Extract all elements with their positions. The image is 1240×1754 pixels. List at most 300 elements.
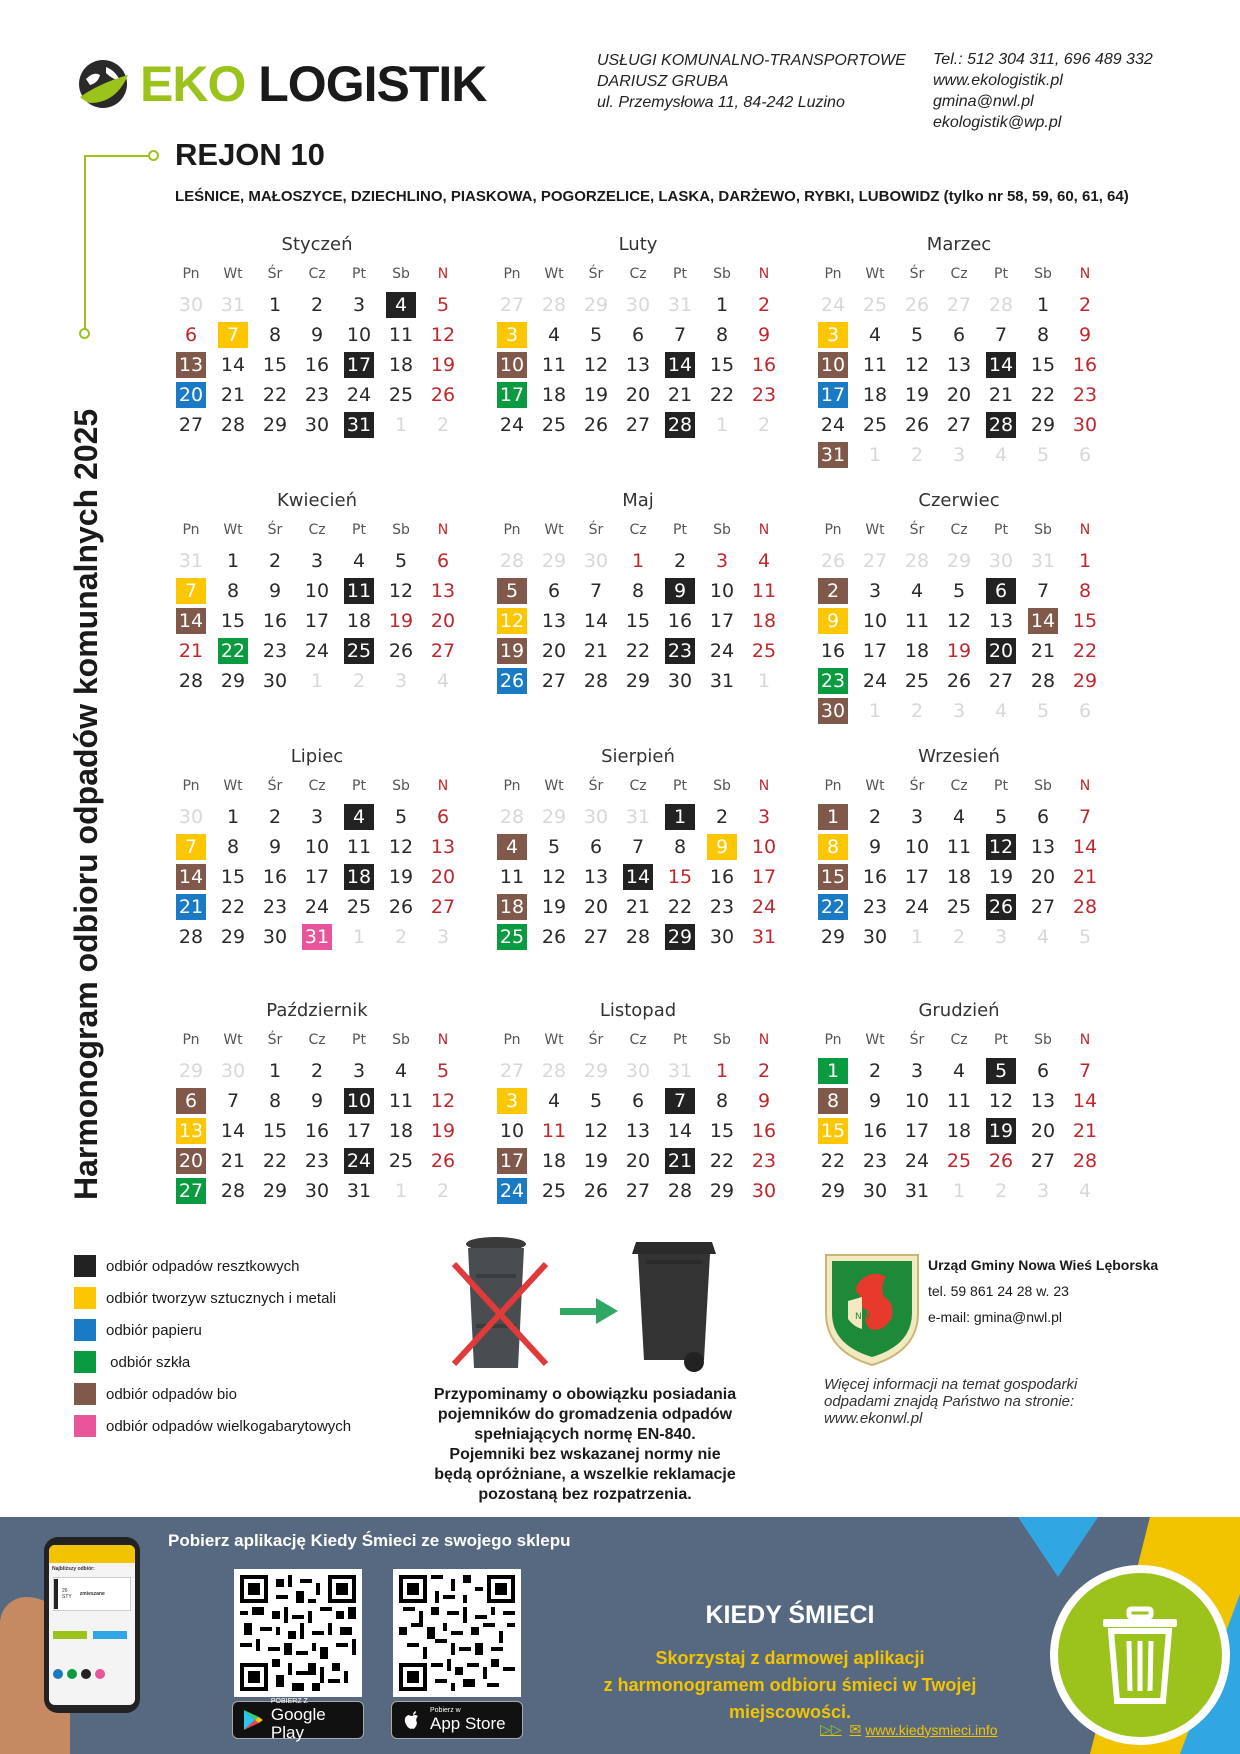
day-number: 19 xyxy=(430,1120,456,1142)
pickup-day-brown xyxy=(491,892,533,922)
day-number: 26 xyxy=(541,926,567,948)
calendar-day xyxy=(491,1116,533,1146)
day-number: 27 xyxy=(1030,1150,1056,1172)
calendar-day xyxy=(254,892,296,922)
pickup-day-black xyxy=(338,636,380,666)
day-number: 10 xyxy=(709,580,735,602)
calendar-day xyxy=(980,320,1022,350)
day-number: 25 xyxy=(862,294,888,316)
day-number: 3 xyxy=(497,322,527,348)
day-number: 8 xyxy=(673,836,687,858)
pickup-day-black xyxy=(338,862,380,892)
day-number: 1 xyxy=(665,804,695,830)
calendar-day xyxy=(338,320,380,350)
day-number: 3 xyxy=(310,550,324,572)
weekday-label: Pn xyxy=(503,778,521,794)
company-contact xyxy=(933,49,1153,133)
day-number: 6 xyxy=(1078,444,1092,466)
pickup-day-brown xyxy=(491,576,533,606)
day-number: 29 xyxy=(220,670,246,692)
calendar-day xyxy=(212,546,254,576)
adjacent-month-day xyxy=(533,1056,575,1086)
calendar-day xyxy=(896,350,938,380)
calendar-day xyxy=(617,380,659,410)
qr-code-app-store[interactable] xyxy=(393,1569,521,1697)
weekday-label: Wt xyxy=(223,778,243,794)
weekday-label: Sb xyxy=(1034,522,1052,538)
calendar-day xyxy=(380,1116,422,1146)
calendar-day xyxy=(338,1116,380,1146)
day-number: 21 xyxy=(220,384,246,406)
day-number: 30 xyxy=(862,1180,888,1202)
day-number: 28 xyxy=(178,670,204,692)
calendar-day xyxy=(812,410,854,440)
app-store-label: App Store xyxy=(430,1714,506,1733)
calendar-day xyxy=(422,832,464,862)
calendar-day xyxy=(812,1176,854,1206)
google-play-badge[interactable] xyxy=(232,1698,364,1742)
calendar-day xyxy=(659,606,701,636)
day-number: 23 xyxy=(862,896,888,918)
logo-eko-text: EKO xyxy=(140,56,246,112)
adjacent-month-day xyxy=(812,546,854,576)
day-number: 11 xyxy=(946,836,972,858)
month-calendar xyxy=(812,490,1106,726)
adjacent-month-day xyxy=(938,696,980,726)
day-number: 7 xyxy=(673,324,687,346)
day-number: 16 xyxy=(709,866,735,888)
day-number: 12 xyxy=(583,354,609,376)
day-number: 24 xyxy=(820,414,846,436)
day-number: 29 xyxy=(583,1060,609,1082)
calendar-day xyxy=(617,320,659,350)
day-number: 8 xyxy=(1078,580,1092,602)
day-number: 19 xyxy=(497,638,527,664)
day-number: 22 xyxy=(709,1150,735,1172)
day-number: 10 xyxy=(304,580,330,602)
day-number: 5 xyxy=(589,324,603,346)
day-number: 27 xyxy=(988,670,1014,692)
day-number: 25 xyxy=(497,924,527,950)
day-number: 2 xyxy=(394,926,408,948)
day-number: 1 xyxy=(868,700,882,722)
calendar-day xyxy=(575,832,617,862)
adjacent-month-day xyxy=(659,1056,701,1086)
month-name: Listopad xyxy=(599,1000,677,1021)
app-store-small-label: Pobierz w xyxy=(430,1707,461,1714)
day-number: 2 xyxy=(952,926,966,948)
day-number: 28 xyxy=(220,414,246,436)
calendar-day xyxy=(854,832,896,862)
weekday-label: N xyxy=(758,266,770,282)
day-number: 27 xyxy=(499,294,525,316)
calendar-day xyxy=(980,380,1022,410)
pickup-day-black xyxy=(659,636,701,666)
calendar-day xyxy=(812,922,854,952)
calendar-day xyxy=(743,922,785,952)
day-number: 31 xyxy=(302,924,332,950)
day-number: 26 xyxy=(430,1150,456,1172)
day-number: 19 xyxy=(583,384,609,406)
days-grid xyxy=(170,290,464,440)
day-number: 4 xyxy=(868,324,882,346)
calendar-day xyxy=(617,1086,659,1116)
day-number: 28 xyxy=(665,412,695,438)
days-grid xyxy=(491,546,785,696)
day-number: 18 xyxy=(346,610,372,632)
day-number: 29 xyxy=(583,294,609,316)
day-number: 22 xyxy=(1072,640,1098,662)
weekday-label: Sb xyxy=(1034,1032,1052,1048)
adjacent-month-day xyxy=(575,290,617,320)
day-number: 8 xyxy=(715,324,729,346)
day-number: 1 xyxy=(818,804,848,830)
trash-badge xyxy=(1050,1565,1230,1745)
calendar-day xyxy=(338,546,380,576)
adjacent-month-day xyxy=(422,922,464,952)
app-description-line: z harmonogramem odbioru śmieci w Twojej xyxy=(603,1675,977,1695)
calendar-day xyxy=(617,606,659,636)
pickup-day-blue xyxy=(812,380,854,410)
calendar-day xyxy=(854,666,896,696)
weekday-label: Śr xyxy=(267,1032,283,1048)
pickup-day-green xyxy=(812,666,854,696)
day-number: 30 xyxy=(262,926,288,948)
day-number: 12 xyxy=(904,354,930,376)
calendar-day xyxy=(938,576,980,606)
day-number: 9 xyxy=(665,578,695,604)
day-number: 26 xyxy=(904,294,930,316)
adjacent-month-day xyxy=(380,410,422,440)
legend-label: odbiór odpadów bio xyxy=(106,1385,237,1403)
day-number: 27 xyxy=(583,926,609,948)
day-number: 21 xyxy=(667,384,693,406)
day-number: 28 xyxy=(499,550,525,572)
day-number: 2 xyxy=(436,414,450,436)
weekday-label: Cz xyxy=(629,522,647,538)
calendar-day xyxy=(254,922,296,952)
adjacent-month-day xyxy=(980,546,1022,576)
day-number: 29 xyxy=(220,926,246,948)
pickup-day-yellow xyxy=(212,320,254,350)
calendar-day xyxy=(1064,1086,1106,1116)
weekday-label: N xyxy=(1079,266,1091,282)
contact-website[interactable]: www.ekologistik.pl xyxy=(933,72,1063,89)
day-number: 4 xyxy=(952,1060,966,1082)
calendar-day xyxy=(896,606,938,636)
adjacent-month-day xyxy=(743,666,785,696)
calendar-day xyxy=(422,802,464,832)
weekday-header xyxy=(491,522,785,546)
calendar-day xyxy=(422,380,464,410)
crest-letters: NW xyxy=(855,1312,871,1322)
calendar-day xyxy=(533,1086,575,1116)
day-number: 27 xyxy=(625,414,651,436)
day-number: 7 xyxy=(1078,1060,1092,1082)
calendar-day xyxy=(296,1146,338,1176)
day-number: 6 xyxy=(1036,1060,1050,1082)
day-number: 21 xyxy=(176,894,206,920)
day-number: 29 xyxy=(625,670,651,692)
calendar-day xyxy=(854,320,896,350)
pickup-day-brown xyxy=(170,1146,212,1176)
day-number: 11 xyxy=(344,578,374,604)
weekday-label: Pt xyxy=(994,778,1008,794)
day-number: 10 xyxy=(904,836,930,858)
day-number: 15 xyxy=(667,866,693,888)
day-number: 21 xyxy=(988,384,1014,406)
day-number: 13 xyxy=(946,354,972,376)
app-store-badge[interactable] xyxy=(391,1701,523,1739)
calendar-day xyxy=(422,1056,464,1086)
day-number: 18 xyxy=(904,640,930,662)
calendar-day xyxy=(1022,380,1064,410)
pickup-day-black xyxy=(980,832,1022,862)
day-number: 1 xyxy=(226,806,240,828)
app-title: KIEDY ŚMIECI xyxy=(705,1601,875,1629)
weekday-label: N xyxy=(1079,1032,1091,1048)
calendar-day xyxy=(533,862,575,892)
contact-email-company[interactable]: ekologistik@wp.pl xyxy=(933,114,1062,131)
company-line: USŁUGI KOMUNALNO-TRANSPORTOWE xyxy=(597,52,906,69)
weekday-label: N xyxy=(1079,522,1091,538)
calendar-day xyxy=(533,922,575,952)
day-number: 10 xyxy=(904,1090,930,1112)
calendar-day xyxy=(533,892,575,922)
adjacent-month-day xyxy=(422,1176,464,1206)
day-number: 6 xyxy=(986,578,1016,604)
adjacent-month-day xyxy=(1022,546,1064,576)
calendar-day xyxy=(854,636,896,666)
calendar-day xyxy=(938,1056,980,1086)
day-number: 23 xyxy=(709,896,735,918)
day-number: 1 xyxy=(868,444,882,466)
calendar-day xyxy=(617,1176,659,1206)
day-number: 3 xyxy=(757,806,771,828)
weekday-label: Pt xyxy=(352,522,366,538)
weekday-label: N xyxy=(437,1032,449,1048)
month-name: Styczeń xyxy=(281,234,353,255)
calendar-day xyxy=(338,606,380,636)
day-number: 1 xyxy=(952,1180,966,1202)
weekday-label: Śr xyxy=(909,1032,925,1048)
calendar-day xyxy=(1064,862,1106,892)
calendar-day xyxy=(575,922,617,952)
day-number: 16 xyxy=(304,354,330,376)
day-number: 4 xyxy=(352,550,366,572)
day-number: 9 xyxy=(868,836,882,858)
weekday-label: Pn xyxy=(824,778,842,794)
adjacent-month-day xyxy=(575,802,617,832)
month-calendar xyxy=(491,746,785,952)
gmina-email[interactable]: e-mail: gmina@nwl.pl xyxy=(928,1309,1063,1325)
calendar-day xyxy=(212,576,254,606)
day-number: 4 xyxy=(344,804,374,830)
day-number: 3 xyxy=(952,444,966,466)
adjacent-month-day xyxy=(575,546,617,576)
day-number: 1 xyxy=(310,670,324,692)
calendar-day xyxy=(1022,290,1064,320)
weekday-label: Śr xyxy=(267,266,283,282)
weekday-header xyxy=(491,778,785,802)
month-name: Październik xyxy=(266,1000,368,1021)
weekday-label: Śr xyxy=(588,522,604,538)
day-number: 20 xyxy=(541,640,567,662)
day-number: 19 xyxy=(430,354,456,376)
day-number: 19 xyxy=(541,896,567,918)
calendar-day xyxy=(1064,1116,1106,1146)
adjacent-month-day xyxy=(938,546,980,576)
pickup-day-blue xyxy=(170,380,212,410)
adjacent-month-day xyxy=(896,696,938,726)
calendar-day xyxy=(338,380,380,410)
day-number: 17 xyxy=(304,610,330,632)
calendar-day xyxy=(938,862,980,892)
adjacent-month-day xyxy=(575,1056,617,1086)
app-website-url[interactable]: www.kiedysmieci.info xyxy=(865,1721,998,1738)
weekday-label: Sb xyxy=(1034,778,1052,794)
bin-standard-notice xyxy=(420,1385,750,1505)
calendar-day xyxy=(617,1146,659,1176)
calendar-day xyxy=(743,576,785,606)
day-number: 28 xyxy=(541,1060,567,1082)
pickup-day-blue xyxy=(812,892,854,922)
calendar-day xyxy=(701,350,743,380)
adjacent-month-day xyxy=(338,666,380,696)
day-number: 10 xyxy=(497,352,527,378)
day-number: 6 xyxy=(436,806,450,828)
pickup-day-yellow xyxy=(170,832,212,862)
day-number: 23 xyxy=(262,640,288,662)
pickup-day-black xyxy=(338,410,380,440)
adjacent-month-day xyxy=(980,922,1022,952)
day-number: 5 xyxy=(589,1090,603,1112)
calendar-day xyxy=(170,666,212,696)
month-calendar xyxy=(491,1000,785,1206)
notice-line: Pojemniki bez wskazanej normy nie xyxy=(449,1446,721,1463)
day-number: 11 xyxy=(346,836,372,858)
day-number: 14 xyxy=(667,1120,693,1142)
day-number: 3 xyxy=(352,1060,366,1082)
weekday-label: Pn xyxy=(182,266,200,282)
day-number: 12 xyxy=(541,866,567,888)
day-number: 10 xyxy=(499,1120,525,1142)
contact-email-gmina[interactable]: gmina@nwl.pl xyxy=(933,93,1034,110)
arrow-right-icon xyxy=(560,1298,618,1324)
day-number: 24 xyxy=(499,414,525,436)
day-number: 3 xyxy=(715,550,729,572)
day-number: 10 xyxy=(751,836,777,858)
day-number: 23 xyxy=(665,638,695,664)
pickup-day-brown xyxy=(491,832,533,862)
day-number: 26 xyxy=(988,1150,1014,1172)
day-number: 1 xyxy=(715,414,729,436)
calendar-day xyxy=(338,1176,380,1206)
adjacent-month-day xyxy=(1022,1176,1064,1206)
day-number: 29 xyxy=(1072,670,1098,692)
weekday-label: Sb xyxy=(392,778,410,794)
day-number: 15 xyxy=(220,610,246,632)
day-number: 23 xyxy=(262,896,288,918)
day-number: 15 xyxy=(220,866,246,888)
weekday-label: Pn xyxy=(182,778,200,794)
calendar-day xyxy=(1022,832,1064,862)
calendar-day xyxy=(854,802,896,832)
calendar-day xyxy=(170,410,212,440)
day-number: 3 xyxy=(952,700,966,722)
adjacent-month-day xyxy=(491,1056,533,1086)
app-website-link[interactable] xyxy=(820,1721,998,1738)
day-number: 6 xyxy=(952,324,966,346)
weekday-label: Cz xyxy=(950,1032,968,1048)
month-name: Luty xyxy=(618,234,658,255)
pickup-day-brown xyxy=(491,636,533,666)
calendar-day xyxy=(170,922,212,952)
pickup-day-green xyxy=(491,380,533,410)
day-number: 18 xyxy=(946,866,972,888)
day-number: 28 xyxy=(988,294,1014,316)
calendar-day xyxy=(338,832,380,862)
calendar-day xyxy=(743,320,785,350)
day-number: 4 xyxy=(1078,1180,1092,1202)
day-number: 2 xyxy=(268,550,282,572)
pickup-day-brown xyxy=(491,1146,533,1176)
month-name: Maj xyxy=(622,490,654,511)
calendar-day xyxy=(212,1146,254,1176)
calendar-day xyxy=(380,862,422,892)
region-title: REJON 10 xyxy=(175,137,325,172)
day-number: 28 xyxy=(583,670,609,692)
calendar-day xyxy=(212,832,254,862)
weekday-label: Cz xyxy=(950,266,968,282)
weekday-label: Pt xyxy=(673,1032,687,1048)
pickup-day-brown xyxy=(812,576,854,606)
day-number: 7 xyxy=(218,322,248,348)
calendar-day xyxy=(896,410,938,440)
weekday-header xyxy=(170,1032,464,1056)
calendar-day xyxy=(491,410,533,440)
adjacent-month-day xyxy=(938,1176,980,1206)
month-name: Wrzesień xyxy=(918,746,1000,767)
day-number: 5 xyxy=(910,324,924,346)
calendar-day xyxy=(743,1056,785,1086)
weekday-label: Pt xyxy=(352,266,366,282)
day-number: 2 xyxy=(310,294,324,316)
calendar-day xyxy=(1022,1116,1064,1146)
calendar-day xyxy=(575,666,617,696)
app-description-line: miejscowości. xyxy=(728,1702,852,1722)
day-number: 1 xyxy=(394,1180,408,1202)
pickup-day-yellow xyxy=(170,1116,212,1146)
calendar-day xyxy=(422,862,464,892)
day-number: 2 xyxy=(757,1060,771,1082)
weekday-label: Wt xyxy=(865,522,885,538)
qr-code-google-play[interactable] xyxy=(234,1569,362,1697)
day-number: 14 xyxy=(583,610,609,632)
day-number: 17 xyxy=(904,866,930,888)
calendar-day xyxy=(701,320,743,350)
pickup-day-yellow xyxy=(812,1116,854,1146)
calendar-day xyxy=(1064,832,1106,862)
day-number: 29 xyxy=(178,1060,204,1082)
calendar-day xyxy=(254,666,296,696)
day-number: 26 xyxy=(583,1180,609,1202)
month-calendar xyxy=(170,490,464,696)
calendar-day xyxy=(575,576,617,606)
day-number: 10 xyxy=(344,1088,374,1114)
day-number: 30 xyxy=(262,670,288,692)
pickup-day-brown xyxy=(1022,606,1064,636)
